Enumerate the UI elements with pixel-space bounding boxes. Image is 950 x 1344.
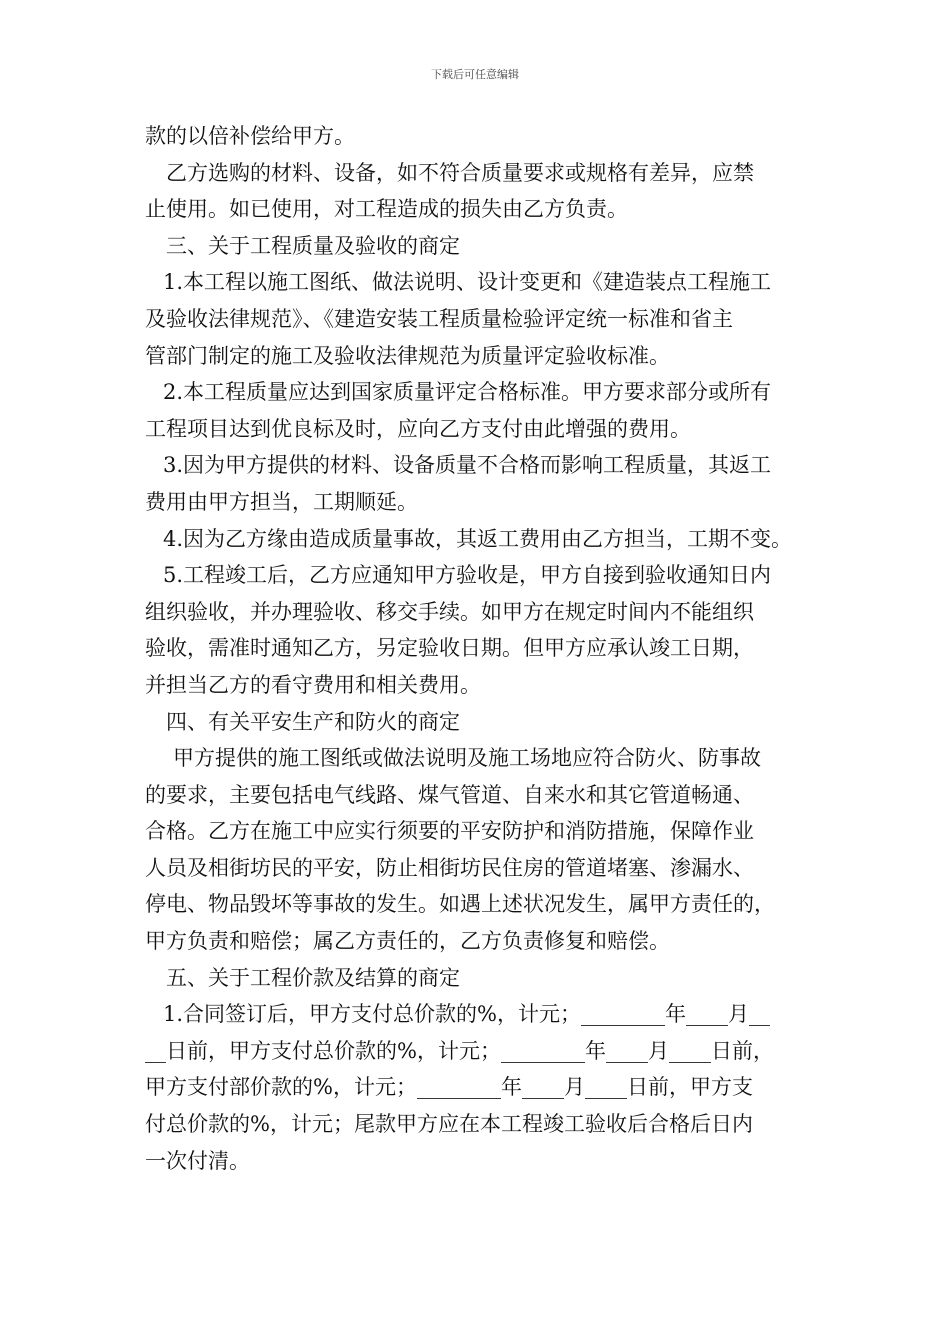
text-line: 及验收法律规范》、《建造安装工程质量检验评定统一标准和省主 xyxy=(145,306,733,331)
text-line: __日前，甲方支付总价款的%，计元；________年____月____日前， xyxy=(145,1038,774,1063)
text-line: 付总价款的%，计元；尾款甲方应在本工程竣工验收后合格后日内 xyxy=(145,1112,753,1137)
text-line: 合格。乙方在施工中应实行须要的平安防护和消防措施，保障作业 xyxy=(145,819,754,844)
text-line: 并担当乙方的看守费用和相关费用。 xyxy=(145,672,481,697)
body-text xyxy=(145,118,825,1179)
text-line: 甲方提供的施工图纸或做法说明及施工场地应符合防火、防事故 xyxy=(173,746,761,771)
section-heading: 五、关于工程价款及结算的商定 xyxy=(166,965,460,990)
text-line: 3.因为甲方提供的材料、设备质量不合格而影响工程质量，其返工 xyxy=(163,453,772,478)
text-line: 停电、物品毁坏等事故的发生。如遇上述状况发生，属甲方责任的， xyxy=(145,892,775,917)
section-heading: 四、有关平安生产和防火的商定 xyxy=(166,709,460,734)
text-line: 甲方支付部价款的%，计元；________年____月____日前，甲方支 xyxy=(145,1075,753,1100)
text-line: 1.本工程以施工图纸、做法说明、设计变更和《建造装点工程施工 xyxy=(163,270,772,295)
text-line: 2.本工程质量应达到国家质量评定合格标准。甲方要求部分或所有 xyxy=(163,380,772,405)
text-line: 4.因为乙方缘由造成质量事故，其返工费用由乙方担当，工期不变。 xyxy=(163,526,793,551)
text-line: 乙方选购的材料、设备，如不符合质量要求或规格有差异，应禁 xyxy=(166,160,754,185)
text-line: 工程项目达到优良标及时，应向乙方支付由此增强的费用。 xyxy=(145,416,691,441)
text-line: 5.工程竣工后，乙方应通知甲方验收是，甲方自接到验收通知日内 xyxy=(163,563,772,588)
text-line: 管部门制定的施工及验收法律规范为质量评定验收标准。 xyxy=(145,343,670,368)
text-line: 组织验收，并办理验收、移交手续。如甲方在规定时间内不能组织 xyxy=(145,599,754,624)
text-line: 费用由甲方担当，工期顺延。 xyxy=(145,489,418,514)
text-line: 的要求，主要包括电气线路、煤气管道、自来水和其它管道畅通、 xyxy=(145,782,754,807)
text-line: 一次付清。 xyxy=(145,1148,250,1173)
text-line: 人员及相街坊民的平安，防止相街坊民住房的管道堵塞、渗漏水、 xyxy=(145,855,754,880)
section-heading: 三、关于工程质量及验收的商定 xyxy=(166,233,460,258)
text-line: 款的以倍补偿给甲方。 xyxy=(145,124,355,148)
text-line: 甲方负责和赔偿；属乙方责任的，乙方负责修复和赔偿。 xyxy=(145,929,670,954)
text-line: 验收，需准时通知乙方，另定验收日期。但甲方应承认竣工日期， xyxy=(145,636,754,661)
text-line: 1.合同签订后，甲方支付总价款的%，计元；________年____月__ xyxy=(163,1002,770,1027)
text-line: 止使用。如已使用，对工程造成的损失由乙方负责。 xyxy=(145,197,628,222)
page-header: 下载后可任意编辑 xyxy=(431,68,519,81)
